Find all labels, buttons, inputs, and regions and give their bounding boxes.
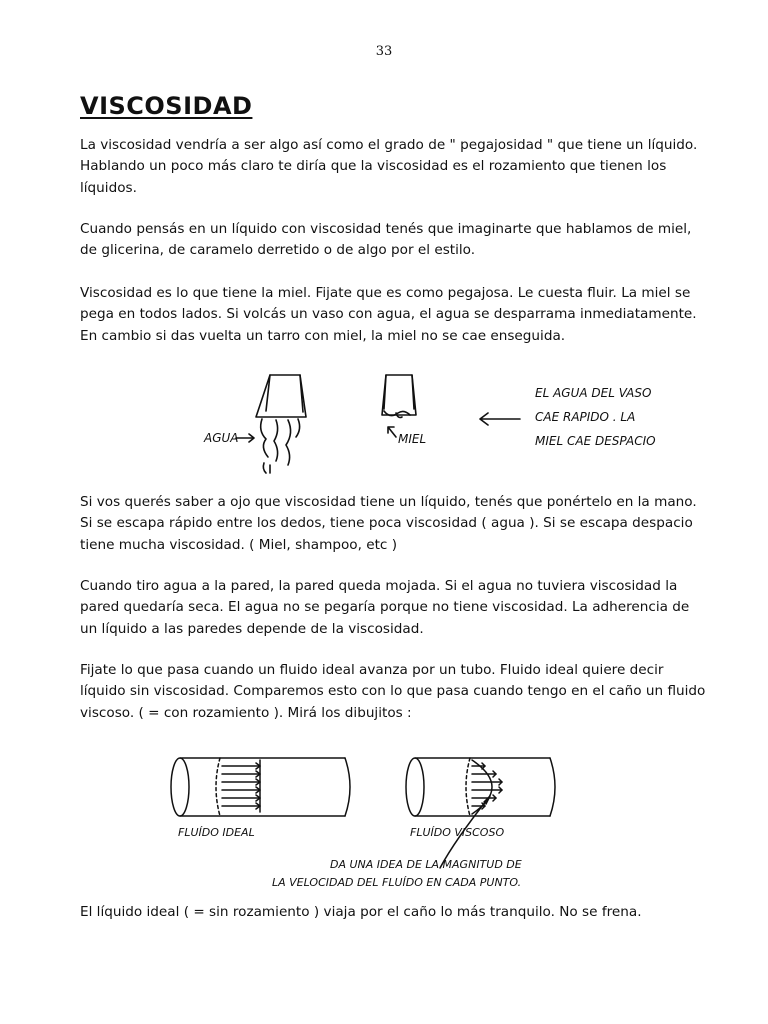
water-stream-shape — [261, 419, 300, 465]
paragraph-6: Fijate lo que pasa cuando un fluido ideal avanza por un tubo. Fluido ideal quiere decir líquido sin viscosidad. Comparemos esto con lo que pasa cuando tengo en el caño un fluido viscoso. ( = con rozamiento ). Mirá los dibujitos : — [80, 662, 706, 721]
paragraph-3: Viscosidad es lo que tiene la miel. Fijate que es como pegajosa. Le cuesta fluir. La miel se pega en todos lados. Si volcás un vaso con agua, el agua se desparrama inmediatamente. En cambio si das vuelta un tarro con miel, la miel no se cae enseguida. — [80, 285, 697, 344]
glasses-figure — [190, 365, 690, 480]
honey-label: MIEL — [398, 432, 427, 446]
pipes-note-line-1: DA UNA IDEA DE LA MAGNITUD DE — [330, 858, 522, 871]
water-label: AGUA — [204, 431, 239, 445]
ideal-pipe-shape — [180, 758, 345, 816]
honey-glass-shape — [382, 375, 416, 415]
water-arrow-shape — [236, 434, 254, 442]
paragraph-2: Cuando pensás en un líquido con viscosidad tenés que imaginarte que hablamos de miel, de glicerina, de caramelo derretido o de algo por el estilo. — [80, 221, 692, 259]
paragraph-7: El líquido ideal ( = sin rozamiento ) viaja por el caño lo más tranquilo. No se frena. — [80, 904, 642, 920]
ideal-velocity-arrows — [222, 760, 260, 812]
ideal-fluid-label: FLUÍDO IDEAL — [178, 826, 255, 839]
glasses-note-line-3: MIEL CAE DESPACIO — [535, 434, 656, 448]
page-number: 33 — [375, 44, 393, 59]
glasses-note-line-2: CAE RAPIDO . LA — [535, 410, 636, 424]
viscous-fluid-label: FLUÍDO VISCOSO — [410, 826, 505, 839]
water-glass-shape — [256, 375, 306, 417]
pipes-note-line-2: LA VELOCIDAD DEL FLUÍDO EN CADA PUNTO. — [272, 876, 522, 889]
paragraph-1: La viscosidad vendría a ser algo así como el grado de " pegajosidad " que tiene un líquido. Hablando un poco más claro te diría que la viscosidad es el rozamiento que tienen los líquidos. — [80, 137, 698, 196]
glasses-note-line-1: EL AGUA DEL VASO — [535, 386, 652, 400]
note-arrow-shape — [480, 413, 520, 425]
paragraph-4: Si vos querés saber a ojo que viscosidad tiene un líquido, tenés que ponértelo en la mano. Si se escapa rápido entre los dedos, tiene poca viscosidad ( agua ). Si se escapa despacio tiene mucha viscosidad. ( Miel, shampoo, etc ) — [80, 494, 697, 553]
viscous-velocity-arrows — [472, 760, 502, 814]
pipes-figure — [160, 750, 610, 895]
page-title: VISCOSIDAD — [80, 92, 253, 120]
honey-arrow-shape — [388, 427, 396, 437]
paragraph-5: Cuando tiro agua a la pared, la pared queda mojada. Si el agua no tuviera viscosidad la pared quedaría seca. El agua no se pegaría porque no tiene viscosidad. La adherencia de un líquido a las paredes depende de la viscosidad. — [80, 578, 690, 637]
